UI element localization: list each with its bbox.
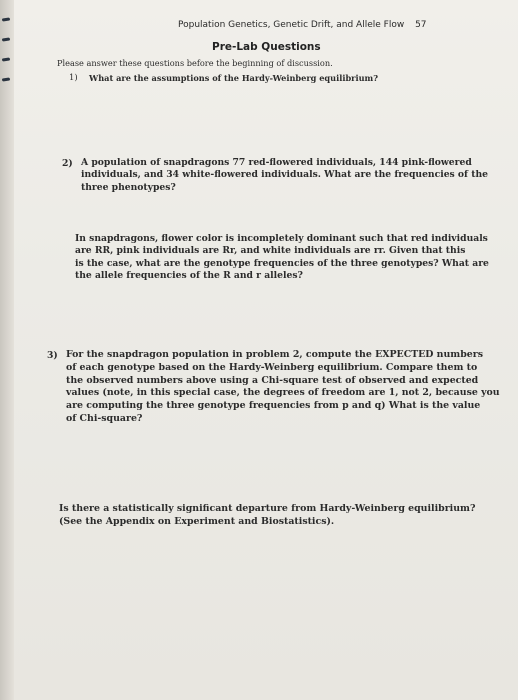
- question-3-line: the observed numbers above using a Chi-square test of observed and expected: [66, 374, 479, 386]
- question-2-line: individuals, and 34 white-flowered individuals. What are the frequencies of the: [81, 169, 488, 181]
- question-2-line: three phenotypes?: [81, 181, 176, 193]
- question-2-number: 2): [62, 158, 73, 169]
- question-2-followup-line: In snapdragons, flower color is incompletely dominant such that red individuals: [75, 233, 488, 244]
- prelab-title: Pre-Lab Questions: [212, 41, 321, 53]
- question-3-followup: [59, 502, 475, 528]
- question-3-number: 3): [47, 350, 58, 361]
- binding-ring-icon: [2, 57, 10, 61]
- question-1-number: 1): [69, 72, 78, 82]
- spiral-binding: [0, 0, 14, 700]
- question-2-text: [81, 157, 488, 194]
- question-3-line: For the snapdragon population in problem 2, compute the EXPECTED numbers: [66, 349, 483, 360]
- question-3-followup-line: (See the Appendix on Experiment and Biostatistics).: [59, 516, 335, 527]
- question-3-line: of Chi-square?: [66, 412, 143, 424]
- running-header: [178, 20, 427, 30]
- question-3-followup-line: Is there a statistically significant departure from Hardy-Weinberg equilibrium?: [59, 503, 476, 514]
- binding-ring-icon: [2, 37, 10, 41]
- question-2-followup-line: is the case, what are the genotype frequencies of the three genotypes? What are: [75, 257, 489, 269]
- page-number: 57: [415, 20, 427, 30]
- binding-ring-icon: [2, 77, 10, 81]
- question-2-followup-line: are RR, pink individuals are Rr, and white individuals are rr. Given that this: [75, 245, 466, 257]
- question-3-line: values (note, in this special case, the degrees of freedom are 1, not 2, because you: [66, 387, 500, 399]
- binding-ring-icon: [2, 17, 10, 21]
- question-2-line: A population of snapdragons 77 red-flowered individuals, 144 pink-flowered: [81, 157, 472, 168]
- question-2-followup: [75, 233, 489, 283]
- question-3-text: [66, 349, 500, 426]
- question-1-text: What are the assumptions of the Hardy-Weinberg equilibrium?: [89, 73, 379, 83]
- question-3-line: are computing the three genotype frequencies from p and q) What is the value: [66, 400, 481, 412]
- question-3-line: of each genotype based on the Hardy-Weinberg equilibrium. Compare them to: [66, 361, 478, 373]
- question-2-followup-line: the allele frequencies of the R and r alleles?: [75, 270, 303, 282]
- prelab-instructions: Please answer these questions before the beginning of discussion.: [57, 58, 333, 68]
- running-title: Population Genetics, Genetic Drift, and Allele Flow: [178, 20, 405, 30]
